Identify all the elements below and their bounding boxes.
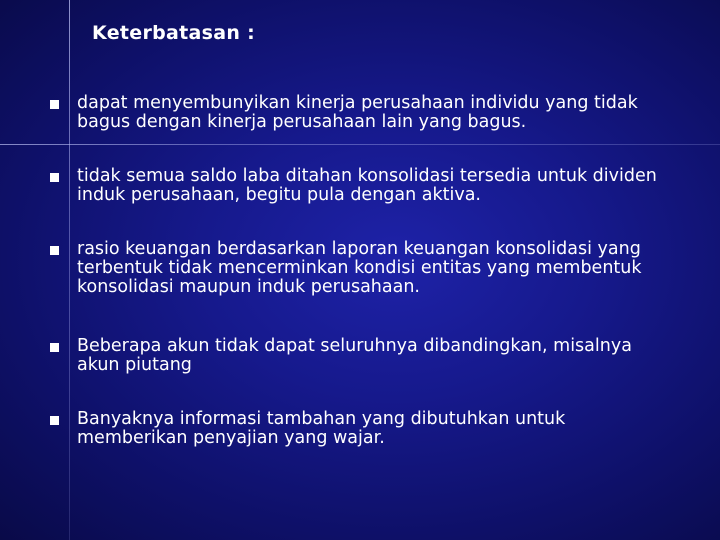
bullet-text: tidak semua saldo laba ditahan konsolidasi tersedia untuk dividen induk perusahaan, begitu pula dengan aktiva. [77,166,657,205]
bullet-item [50,94,660,132]
slide-title: Keterbatasan : [92,22,256,44]
bullet-item [50,410,660,448]
bullet-item [50,337,660,375]
bullet-text: dapat menyembunyikan kinerja perusahaan individu yang tidak bagus dengan kinerja perusahaan lain yang bagus. [77,93,638,132]
bullet-text: Beberapa akun tidak dapat seluruhnya dibandingkan, misalnya akun piutang [77,336,632,375]
square-bullet-icon [50,100,59,109]
bullet-item [50,167,660,205]
square-bullet-icon [50,246,59,255]
square-bullet-icon [50,173,59,182]
bullet-item [50,240,660,297]
bullet-text: rasio keuangan berdasarkan laporan keuangan konsolidasi yang terbentuk tidak mencerminkan kondisi entitas yang membentuk konsolidasi maupun induk perusahaan. [77,239,642,297]
square-bullet-icon [50,416,59,425]
square-bullet-icon [50,343,59,352]
bullet-text: Banyaknya informasi tambahan yang dibutuhkan untuk memberikan penyajian yang wajar. [77,409,566,448]
